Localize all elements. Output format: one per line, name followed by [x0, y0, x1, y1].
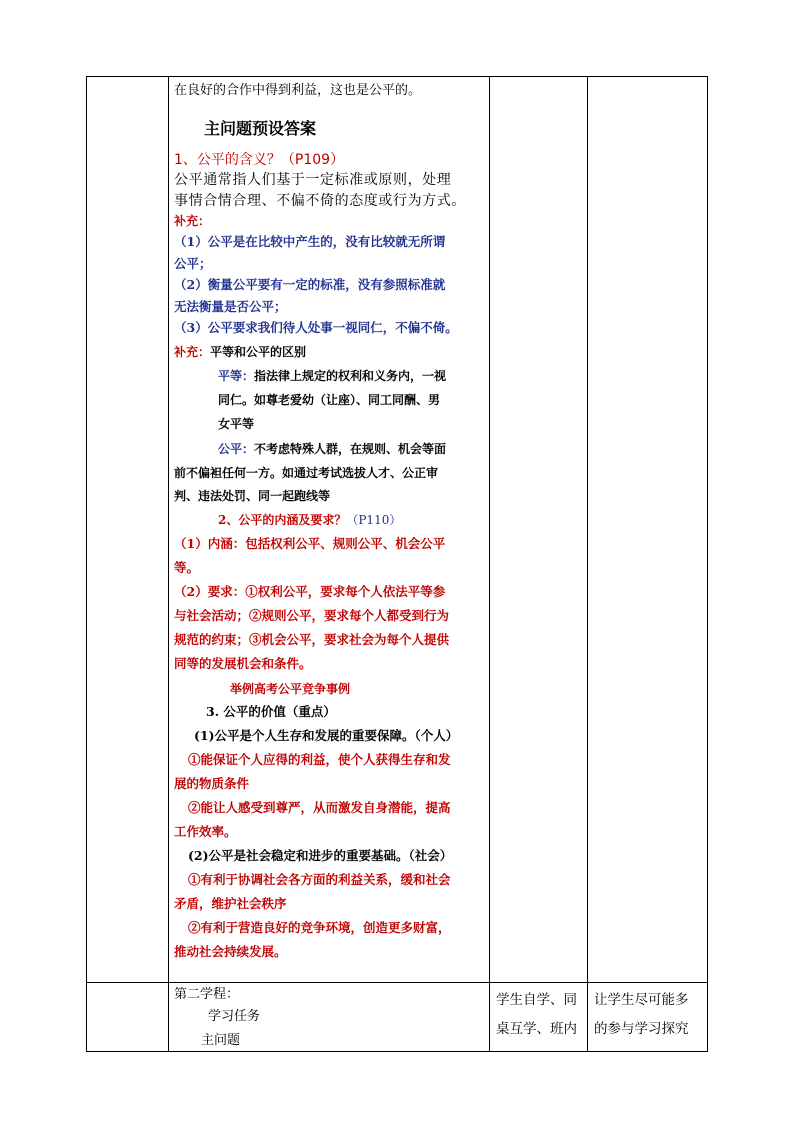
lesson-plan-table [86, 76, 708, 1052]
q2-line: 等。 [174, 560, 200, 575]
q1-point: 公平； [174, 256, 212, 271]
table-divider-3 [587, 76, 588, 1052]
q2-line: 同等的发展机会和条件。 [174, 656, 312, 671]
learning-task-label: 学习任务 [208, 1009, 261, 1024]
q3-line: 展的物质条件 [174, 776, 250, 791]
student-activity-line-2: 桌互学、班内 [496, 1021, 577, 1037]
q2-line: 规范的约束；③机会公平，要求社会为每个人提供 [174, 632, 450, 647]
q1-page: （P109） [280, 152, 345, 168]
q3-line: 工作效率。 [174, 824, 237, 839]
q1-point: （3）公平要求我们待人处事一视同仁，不偏不倚。 [174, 320, 458, 335]
q3-line: ②能让人感受到尊严，从而激发自身潜能，提高 [188, 800, 451, 815]
q2-example: 举例高考公平竞争事例 [230, 682, 351, 696]
design-intent-line-2: 的参与学习探究 [594, 1021, 689, 1037]
q3-line: 矛盾，维护社会秩序 [174, 896, 287, 911]
equality-line-2: 同仁。如尊老爱幼（让座）、同工同酬、男 [218, 393, 441, 407]
q3-line: ①能保证个人应得的利益，使个人获得生存和发 [188, 752, 451, 767]
q1-definition-line-2: 事情合情合理、不偏不倚的态度或行为方式。 [174, 193, 466, 209]
q2-title [218, 512, 401, 528]
fairness-line-3: 判、违法处罚、同一起跑线等 [174, 489, 331, 503]
q3-line: ①有利于协调社会各方面的利益关系，缓和社会 [188, 872, 451, 887]
fairness-text: 不考虑特殊人群，在规则、机会等面 [254, 442, 447, 456]
intro-line: 在良好的合作中得到利益，这也是公平的。 [174, 83, 422, 98]
table-border-left [86, 76, 87, 1052]
q1-title-text: 1、公平的含义？ [174, 152, 281, 168]
compare-line [174, 344, 306, 360]
q3-line: (1)公平是个人生存和发展的重要保障。（个人） [194, 728, 459, 743]
q2-page: （P110） [346, 513, 402, 527]
student-activity-line-1: 学生自学、同 [496, 992, 577, 1008]
q2-title-text: 2、公平的内涵及要求？ [218, 513, 347, 527]
main-question-label: 主问题 [201, 1033, 241, 1048]
q1-supplement-label: 补充： [174, 214, 211, 228]
q1-point: 无法衡量是否公平； [174, 299, 287, 314]
fairness-line-1 [218, 441, 446, 457]
table-border-right [707, 76, 708, 1052]
table-border-top [86, 76, 708, 77]
equality-label: 平等： [218, 369, 255, 383]
table-row-divider [86, 982, 708, 983]
q1-point: （1）公平是在比较中产生的，没有比较就无所谓 [174, 234, 446, 249]
q1-definition-line-1: 公平通常指人们基于一定标准或原则，处理 [174, 172, 452, 188]
second-process-label: 第二学程： [174, 987, 240, 1002]
q2-line: 与社会活动；②规则公平，要求每个人都受到行为 [174, 608, 450, 623]
equality-line-3: 女平等 [218, 417, 255, 431]
table-border-bottom [86, 1051, 708, 1052]
equality-text: 指法律上规定的权利和义务内，一视 [254, 369, 447, 383]
section-heading: 主问题预设答案 [204, 119, 317, 138]
q2-line: （2）要求：①权利公平，要求每个人依法平等参 [174, 584, 446, 599]
fairness-line-2: 前不偏袒任何一方。如通过考试选拔人才、公正审 [174, 466, 439, 480]
q1-point: （2）衡量公平要有一定的标准，没有参照标准就 [174, 277, 446, 292]
compare-title: 平等和公平的区别 [210, 345, 307, 359]
q2-line: （1）内涵：包括权利公平、规则公平、机会公平 [174, 536, 446, 551]
equality-line-1 [218, 368, 446, 384]
q3-line: 推动社会持续发展。 [174, 944, 287, 959]
q3-title: 3. 公平的价值（重点） [206, 704, 336, 719]
fairness-label: 公平： [218, 442, 255, 456]
compare-label: 补充： [174, 345, 211, 359]
table-divider-2 [489, 76, 490, 1052]
table-divider-1 [168, 76, 169, 1052]
design-intent-line-1: 让学生尽可能多 [594, 992, 689, 1008]
q3-line: ②有利于营造良好的竞争环境，创造更多财富， [188, 920, 451, 935]
q1-title [174, 152, 344, 168]
q3-line: (2)公平是社会稳定和进步的重要基础。（社会） [188, 848, 453, 863]
